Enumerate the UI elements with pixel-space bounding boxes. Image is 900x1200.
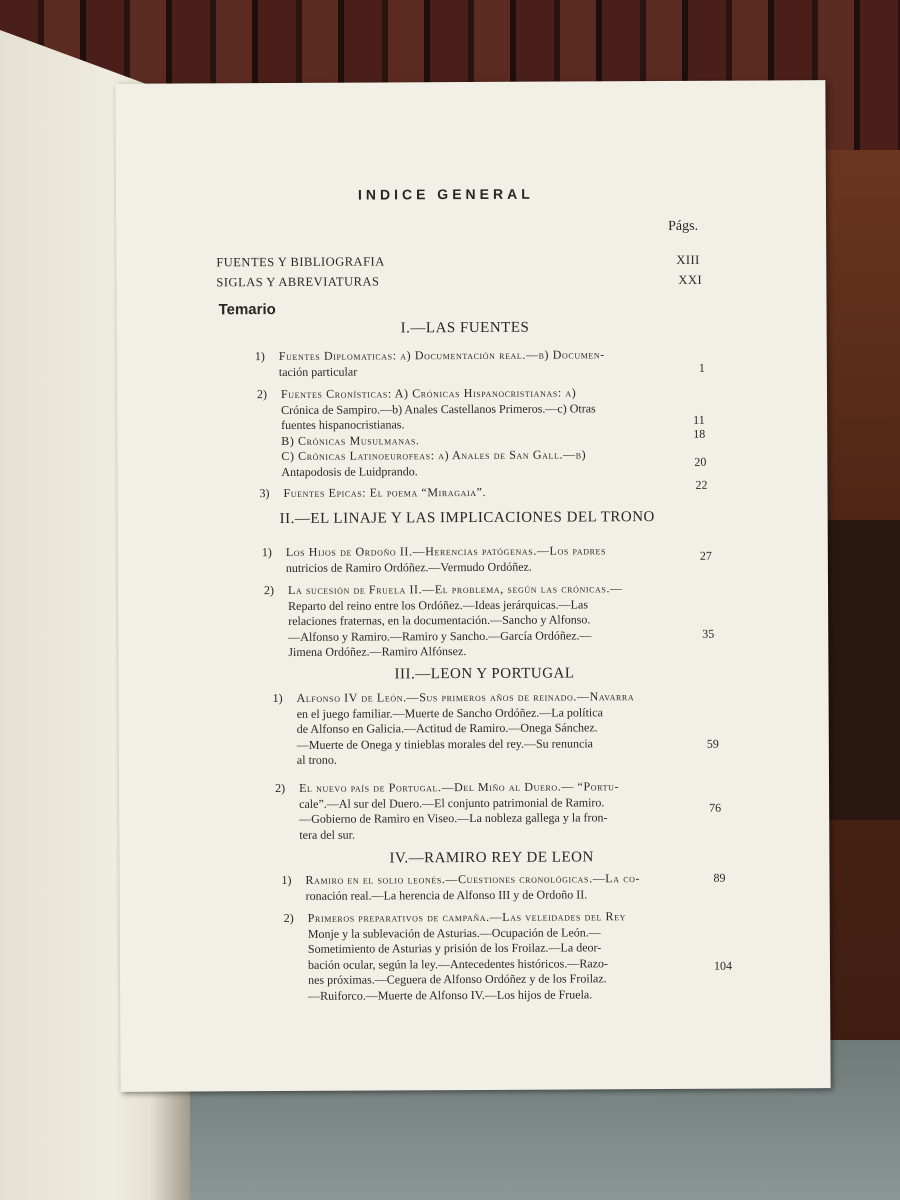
entry-line: Ramiro en el solio leonés.—Cuestiones cronológicas.—La co- bbox=[305, 871, 641, 887]
entry-line: B) Crónicas Musulmanas. bbox=[281, 432, 420, 448]
toc-entry bbox=[259, 484, 487, 502]
front-matter-label: SIGLAS Y ABREVIATURAS bbox=[216, 274, 380, 290]
temario-heading: Temario bbox=[218, 301, 276, 319]
entry-number: 2) bbox=[275, 780, 286, 796]
entry-line: Monje y la sublevación de Asturias.—Ocupación de León.— bbox=[307, 924, 601, 941]
entry-page: 22 bbox=[695, 477, 708, 492]
entry-number: 1) bbox=[254, 349, 265, 364]
pages-column-label: Págs. bbox=[668, 218, 699, 234]
entry-number: 2) bbox=[283, 910, 294, 925]
entry-number: 1) bbox=[281, 872, 292, 888]
entry-line: Fuentes Cronísticas: A) Crónicas Hispanocristianas: a) bbox=[280, 385, 577, 402]
entry-line: Los Hijos de Ordoño II.—Herencias patógenas.—Los padres bbox=[285, 543, 607, 559]
entry-number: 2) bbox=[263, 583, 275, 598]
entry-number: 1) bbox=[272, 690, 283, 706]
part-title: III.—LEON Y PORTUGAL bbox=[394, 665, 575, 683]
entry-line: tera del sur. bbox=[299, 827, 355, 842]
entry-line: —Alfonso y Ramiro.—Ramiro y Sancho.—García Ordóñez.— bbox=[288, 627, 592, 644]
toc-entry bbox=[281, 871, 641, 904]
entry-page: 59 bbox=[706, 736, 719, 751]
entry-number: 3) bbox=[259, 486, 270, 501]
entry-number: 2) bbox=[256, 387, 268, 402]
toc-entry bbox=[272, 689, 635, 768]
entry-line: —Gobierno de Ramiro en Viseo.—La nobleza gallega y la fron- bbox=[299, 810, 608, 826]
entry-number: 1) bbox=[261, 545, 272, 560]
entry-line: fuentes hispanocristianas. bbox=[281, 417, 405, 433]
entry-line: al trono. bbox=[296, 752, 337, 767]
entry-line: Fuentes Epicas: El poema “Miragaia”. bbox=[283, 484, 487, 500]
entry-line: Primeros preparativos de campaña.—Las veleidades del Rey bbox=[307, 909, 627, 925]
toc-entry bbox=[263, 581, 623, 660]
part-title: IV.—RAMIRO REY DE LEON bbox=[389, 849, 594, 867]
entry-line: relaciones fraternas, en la documentación.—Sancho y Alfonso. bbox=[288, 612, 591, 628]
entry-page: 35 bbox=[702, 626, 715, 641]
cabinet-gap bbox=[820, 520, 900, 820]
index-page bbox=[115, 80, 830, 1092]
entry-line: bación ocular, según la ley.—Antecedentes históricos.—Razo- bbox=[307, 955, 608, 972]
entry-line: nutricios de Ramiro Ordóñez.—Vermudo Ordóñez. bbox=[285, 559, 532, 575]
entry-page: 1 bbox=[698, 360, 705, 375]
entry-page: 27 bbox=[699, 548, 712, 563]
front-matter-label: FUENTES Y BIBLIOGRAFIA bbox=[216, 254, 385, 270]
front-matter-page: XXI bbox=[678, 272, 703, 287]
entry-line: El nuevo país de Portugal.—Del Miño al Duero.— “Portu- bbox=[299, 779, 620, 795]
part-title: II.—EL LINAJE Y LAS IMPLICACIONES DEL TRONO bbox=[279, 509, 655, 528]
entry-line: ronación real.—La herencia de Alfonso III y de Ordoño II. bbox=[305, 886, 588, 903]
entry-page: 89 bbox=[713, 870, 726, 885]
toc-entry bbox=[283, 909, 627, 1004]
entry-line: C) Crónicas Latinoeurofeas: a) Anales de San Gall.—b) bbox=[281, 447, 587, 464]
entry-line: de Alfonso en Galicia.—Actitud de Ramiro.—Onega Sánchez. bbox=[296, 720, 598, 736]
entry-line: Jimena Ordóñez.—Ramiro Alfónsez. bbox=[288, 644, 467, 659]
entry-line: Antapodosis de Luidprando. bbox=[281, 463, 418, 479]
entry-line: tación particular bbox=[278, 364, 358, 379]
entry-line: Crónica de Sampiro.—b) Anales Castellanos Primeros.—c) Otras bbox=[281, 400, 596, 417]
toc-entry bbox=[256, 385, 596, 480]
part-title: I.—LAS FUENTES bbox=[400, 319, 530, 337]
index-title: INDICE GENERAL bbox=[357, 185, 534, 203]
entry-page: 20 bbox=[694, 454, 707, 469]
entry-line: Alfonso IV de León.—Sus primeros años de reinado.—Navarra bbox=[296, 689, 635, 705]
entry-page: 18 bbox=[693, 426, 706, 441]
entry-page: 11 bbox=[693, 412, 705, 427]
entry-line: Sometimiento de Asturias y prisión de los Froilaz.—La deor- bbox=[307, 940, 602, 956]
entry-line: La sucesión de Fruela II.—El problema, según las crónicas.— bbox=[287, 581, 623, 597]
entry-line: nes próximas.—Ceguera de Alfonso Ordóñez y de los Froilaz. bbox=[308, 971, 607, 987]
entry-line: Fuentes Diplomaticas: a) Documentación real.—b) Documen- bbox=[278, 347, 605, 364]
entry-line: en el juego familiar.—Muerte de Sancho Ordóñez.—La política bbox=[296, 704, 603, 721]
toc-entry bbox=[254, 347, 605, 380]
entry-line: cale”.—Al sur del Duero.—El conjunto patrimonial de Ramiro. bbox=[299, 794, 605, 811]
entry-line: —Muerte de Onega y tinieblas morales del rey.—Su renuncia bbox=[296, 735, 594, 752]
toc-entry bbox=[275, 779, 620, 843]
front-matter-page: XIII bbox=[676, 252, 700, 267]
entry-page: 76 bbox=[709, 800, 722, 815]
entry-line: Reparto del reino entre los Ordóñez.—Ideas jerárquicas.—Las bbox=[288, 596, 589, 613]
entry-page: 104 bbox=[713, 958, 733, 973]
toc-entry bbox=[261, 543, 607, 576]
entry-line: —Ruiforco.—Muerte de Alfonso IV.—Los hijos de Fruela. bbox=[308, 986, 593, 1003]
